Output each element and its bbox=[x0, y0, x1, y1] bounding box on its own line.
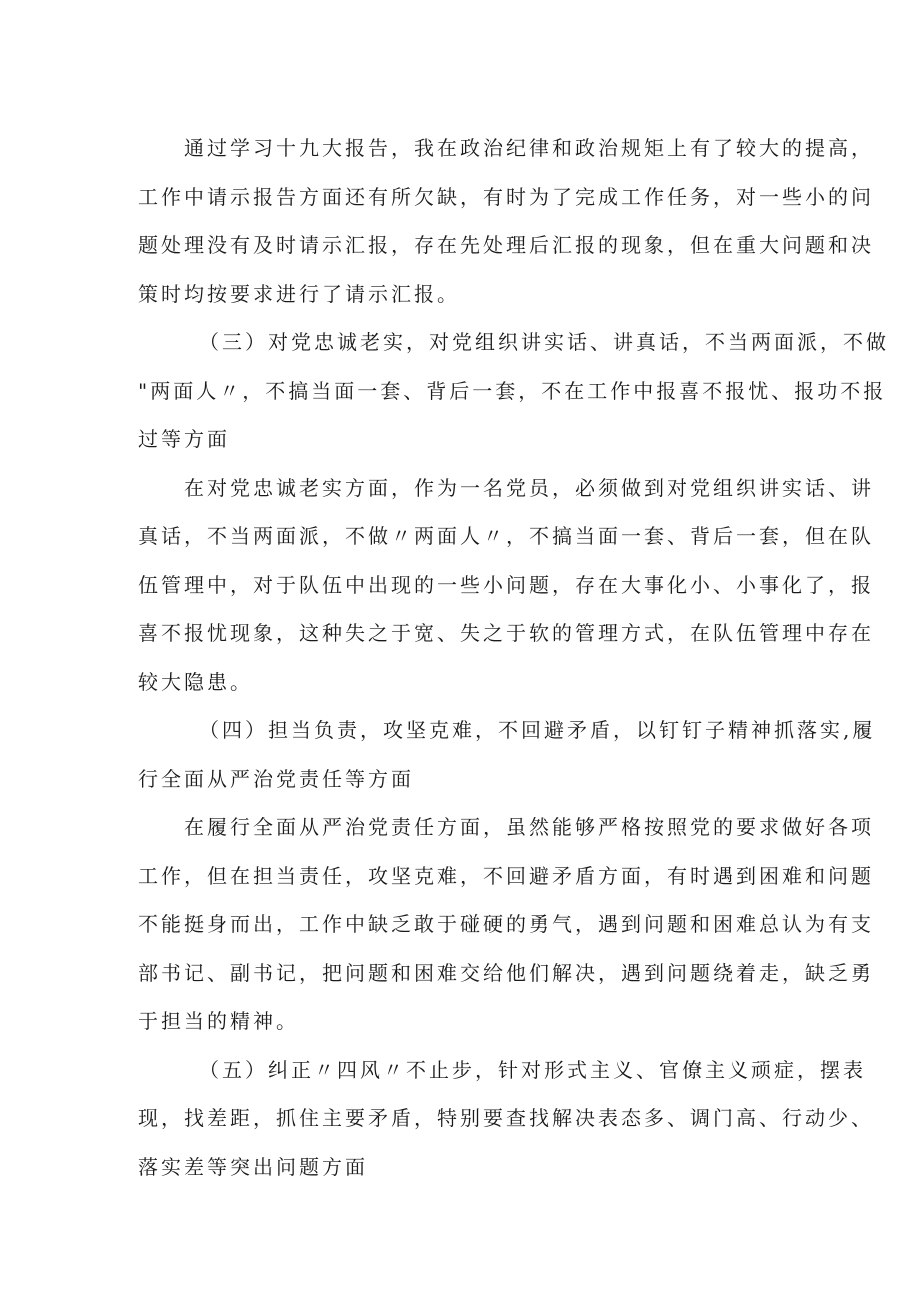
heading-line: 行全面从严治党责任等方面 bbox=[138, 766, 414, 791]
heading-line: "两面人〃，不搞当面一套、背后一套，不在工作中报喜不报忧、报功不报 bbox=[138, 378, 887, 403]
text-line: 伍管理中，对于队伍中出现的一些小问题，存在大事化小、小事化了，报 bbox=[138, 572, 874, 597]
heading-line: （五）纠正〃四风〃不止步，针对形式主义、官僚主义顽症，摆表 bbox=[199, 1057, 866, 1082]
section-heading-4 bbox=[138, 706, 876, 803]
document-body bbox=[138, 124, 889, 1191]
text-line: 策时均按要求进行了请示汇报。 bbox=[138, 281, 460, 306]
text-line: 通过学习十九大报告，我在政治纪律和政治规矩上有了较大的提高， bbox=[184, 136, 874, 160]
heading-line: 现，找差距，抓住主要矛盾，特别要查找解决表态多、调门高、行动少、 bbox=[138, 1106, 874, 1130]
text-line: 在对党忠诚老实方面，作为一名党员，必须做到对党组织讲实话、讲 bbox=[184, 475, 874, 500]
heading-line: （三）对党忠诚老实，对党组织讲实话、讲真话，不当两面派，不做 bbox=[199, 330, 889, 354]
paragraph-report-study bbox=[138, 124, 874, 318]
section-heading-5 bbox=[138, 1046, 874, 1192]
paragraph-responsibility bbox=[138, 803, 874, 1046]
text-line: 在履行全面从严治党责任方面，虽然能够严格按照党的要求做好各项 bbox=[184, 815, 874, 839]
section-heading-3 bbox=[138, 318, 889, 464]
text-line: 真话，不当两面派，不做〃两面人〃，不搞当面一套、背后一套，但在队 bbox=[138, 524, 874, 548]
heading-line: （四）担当负责，攻坚克难，不回避矛盾，以钉钉子精神抓落实,履 bbox=[199, 718, 876, 742]
text-line: 喜不报忧现象，这种失之于宽、失之于软的管理方式，在队伍管理中存在 bbox=[138, 621, 874, 645]
text-line: 部书记、副书记，把问题和困难交给他们解决，遇到问题绕着走，缺乏勇 bbox=[138, 960, 874, 985]
text-line: 题处理没有及时请示汇报，存在先处理后汇报的现象，但在重大问题和决 bbox=[138, 233, 874, 257]
text-line: 较大隐患。 bbox=[138, 669, 253, 694]
text-line: 不能挺身而出，工作中缺乏敢于碰硬的勇气，遇到问题和困难总认为有支 bbox=[138, 912, 874, 936]
text-line: 工作，但在担当责任，攻坚克难，不回避矛盾方面，有时遇到困难和问题 bbox=[138, 863, 874, 888]
heading-line: 落实差等突出问题方面 bbox=[138, 1154, 368, 1179]
heading-line: 过等方面 bbox=[138, 427, 230, 451]
text-line: 于担当的精神。 bbox=[138, 1009, 299, 1033]
text-line: 工作中请示报告方面还有所欠缺，有时为了完成工作任务，对一些小的问 bbox=[138, 184, 874, 209]
paragraph-loyalty bbox=[138, 464, 874, 707]
